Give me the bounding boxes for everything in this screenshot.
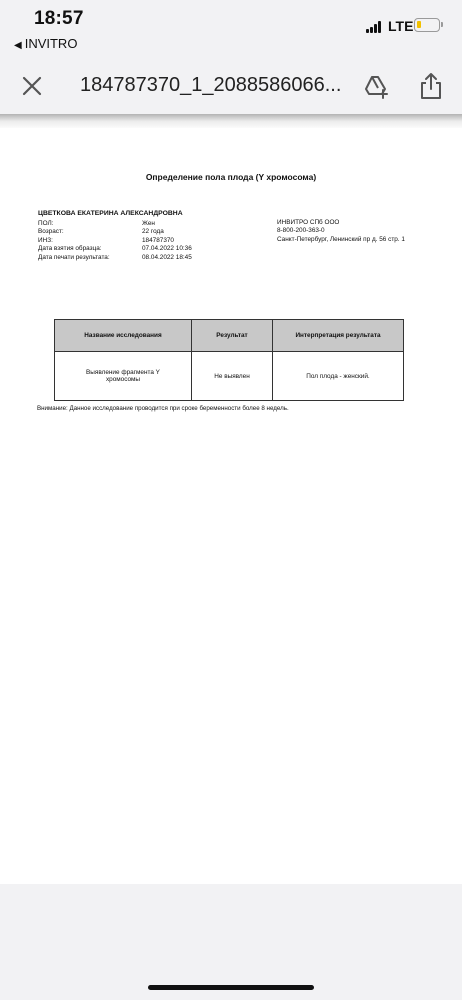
lab-name: ИНВИТРО СПб ООО xyxy=(277,219,340,226)
info-row-age: Возраст: 22 года xyxy=(38,228,164,236)
add-to-drive-button[interactable] xyxy=(364,72,390,100)
cell-interpretation: Пол плода - женский. xyxy=(273,352,404,401)
lab-phone: 8-800-200-363-0 xyxy=(277,227,325,235)
header-interpretation: Интерпретация результата xyxy=(273,320,404,352)
close-button[interactable] xyxy=(20,74,44,98)
cell-result: Не выявлен xyxy=(192,352,273,401)
share-button[interactable] xyxy=(418,72,444,100)
back-triangle-icon: ◀ xyxy=(14,40,22,51)
document-page xyxy=(0,128,462,884)
patient-info xyxy=(38,220,192,262)
back-app-label: INVITRO xyxy=(24,36,78,51)
document-title: Определение пола плода (Y хромосома) xyxy=(145,172,317,182)
status-time: 18:57 xyxy=(34,8,84,29)
battery-level-fill xyxy=(417,21,421,28)
cellular-signal-icon xyxy=(366,21,384,33)
info-row-print-date: Дата печати результата: 08.04.2022 18:45 xyxy=(38,253,192,261)
header-test-name: Название исследования xyxy=(55,320,192,352)
battery-icon xyxy=(414,18,440,32)
status-bar xyxy=(0,0,462,58)
header-result: Результат xyxy=(192,320,273,352)
share-icon xyxy=(418,72,444,100)
attention-note: Внимание: Данное исследование проводится при сроке беременности более 8 недель. xyxy=(37,405,289,412)
results-table-header xyxy=(55,320,404,352)
network-type: LTE xyxy=(388,18,414,34)
table-row xyxy=(55,352,404,401)
info-row-inz: ИНЗ: 184787370 xyxy=(38,236,174,244)
patient-name: ЦВЕТКОВА ЕКАТЕРИНА АЛЕКСАНДРОВНА xyxy=(38,210,183,217)
lab-info xyxy=(277,219,405,244)
add-to-drive-icon xyxy=(364,72,390,100)
file-name-title: 184787370_1_2088586066... xyxy=(80,74,342,96)
home-indicator[interactable] xyxy=(148,985,314,990)
viewer-footer xyxy=(0,884,462,1000)
cell-test-name: Выявление фрагмента Y хромосомы xyxy=(55,352,192,401)
results-table xyxy=(54,319,404,401)
info-row-sex: ПОЛ: Жен xyxy=(38,220,155,227)
info-row-sample-date: Дата взятия образца: 07.04.2022 10:36 xyxy=(38,245,192,253)
close-icon xyxy=(20,74,44,98)
lab-address: Санкт-Петербург, Ленинский пр д. 56 стр. 1 xyxy=(277,235,405,243)
back-to-app-link[interactable] xyxy=(14,36,77,51)
viewer-header xyxy=(0,58,462,116)
